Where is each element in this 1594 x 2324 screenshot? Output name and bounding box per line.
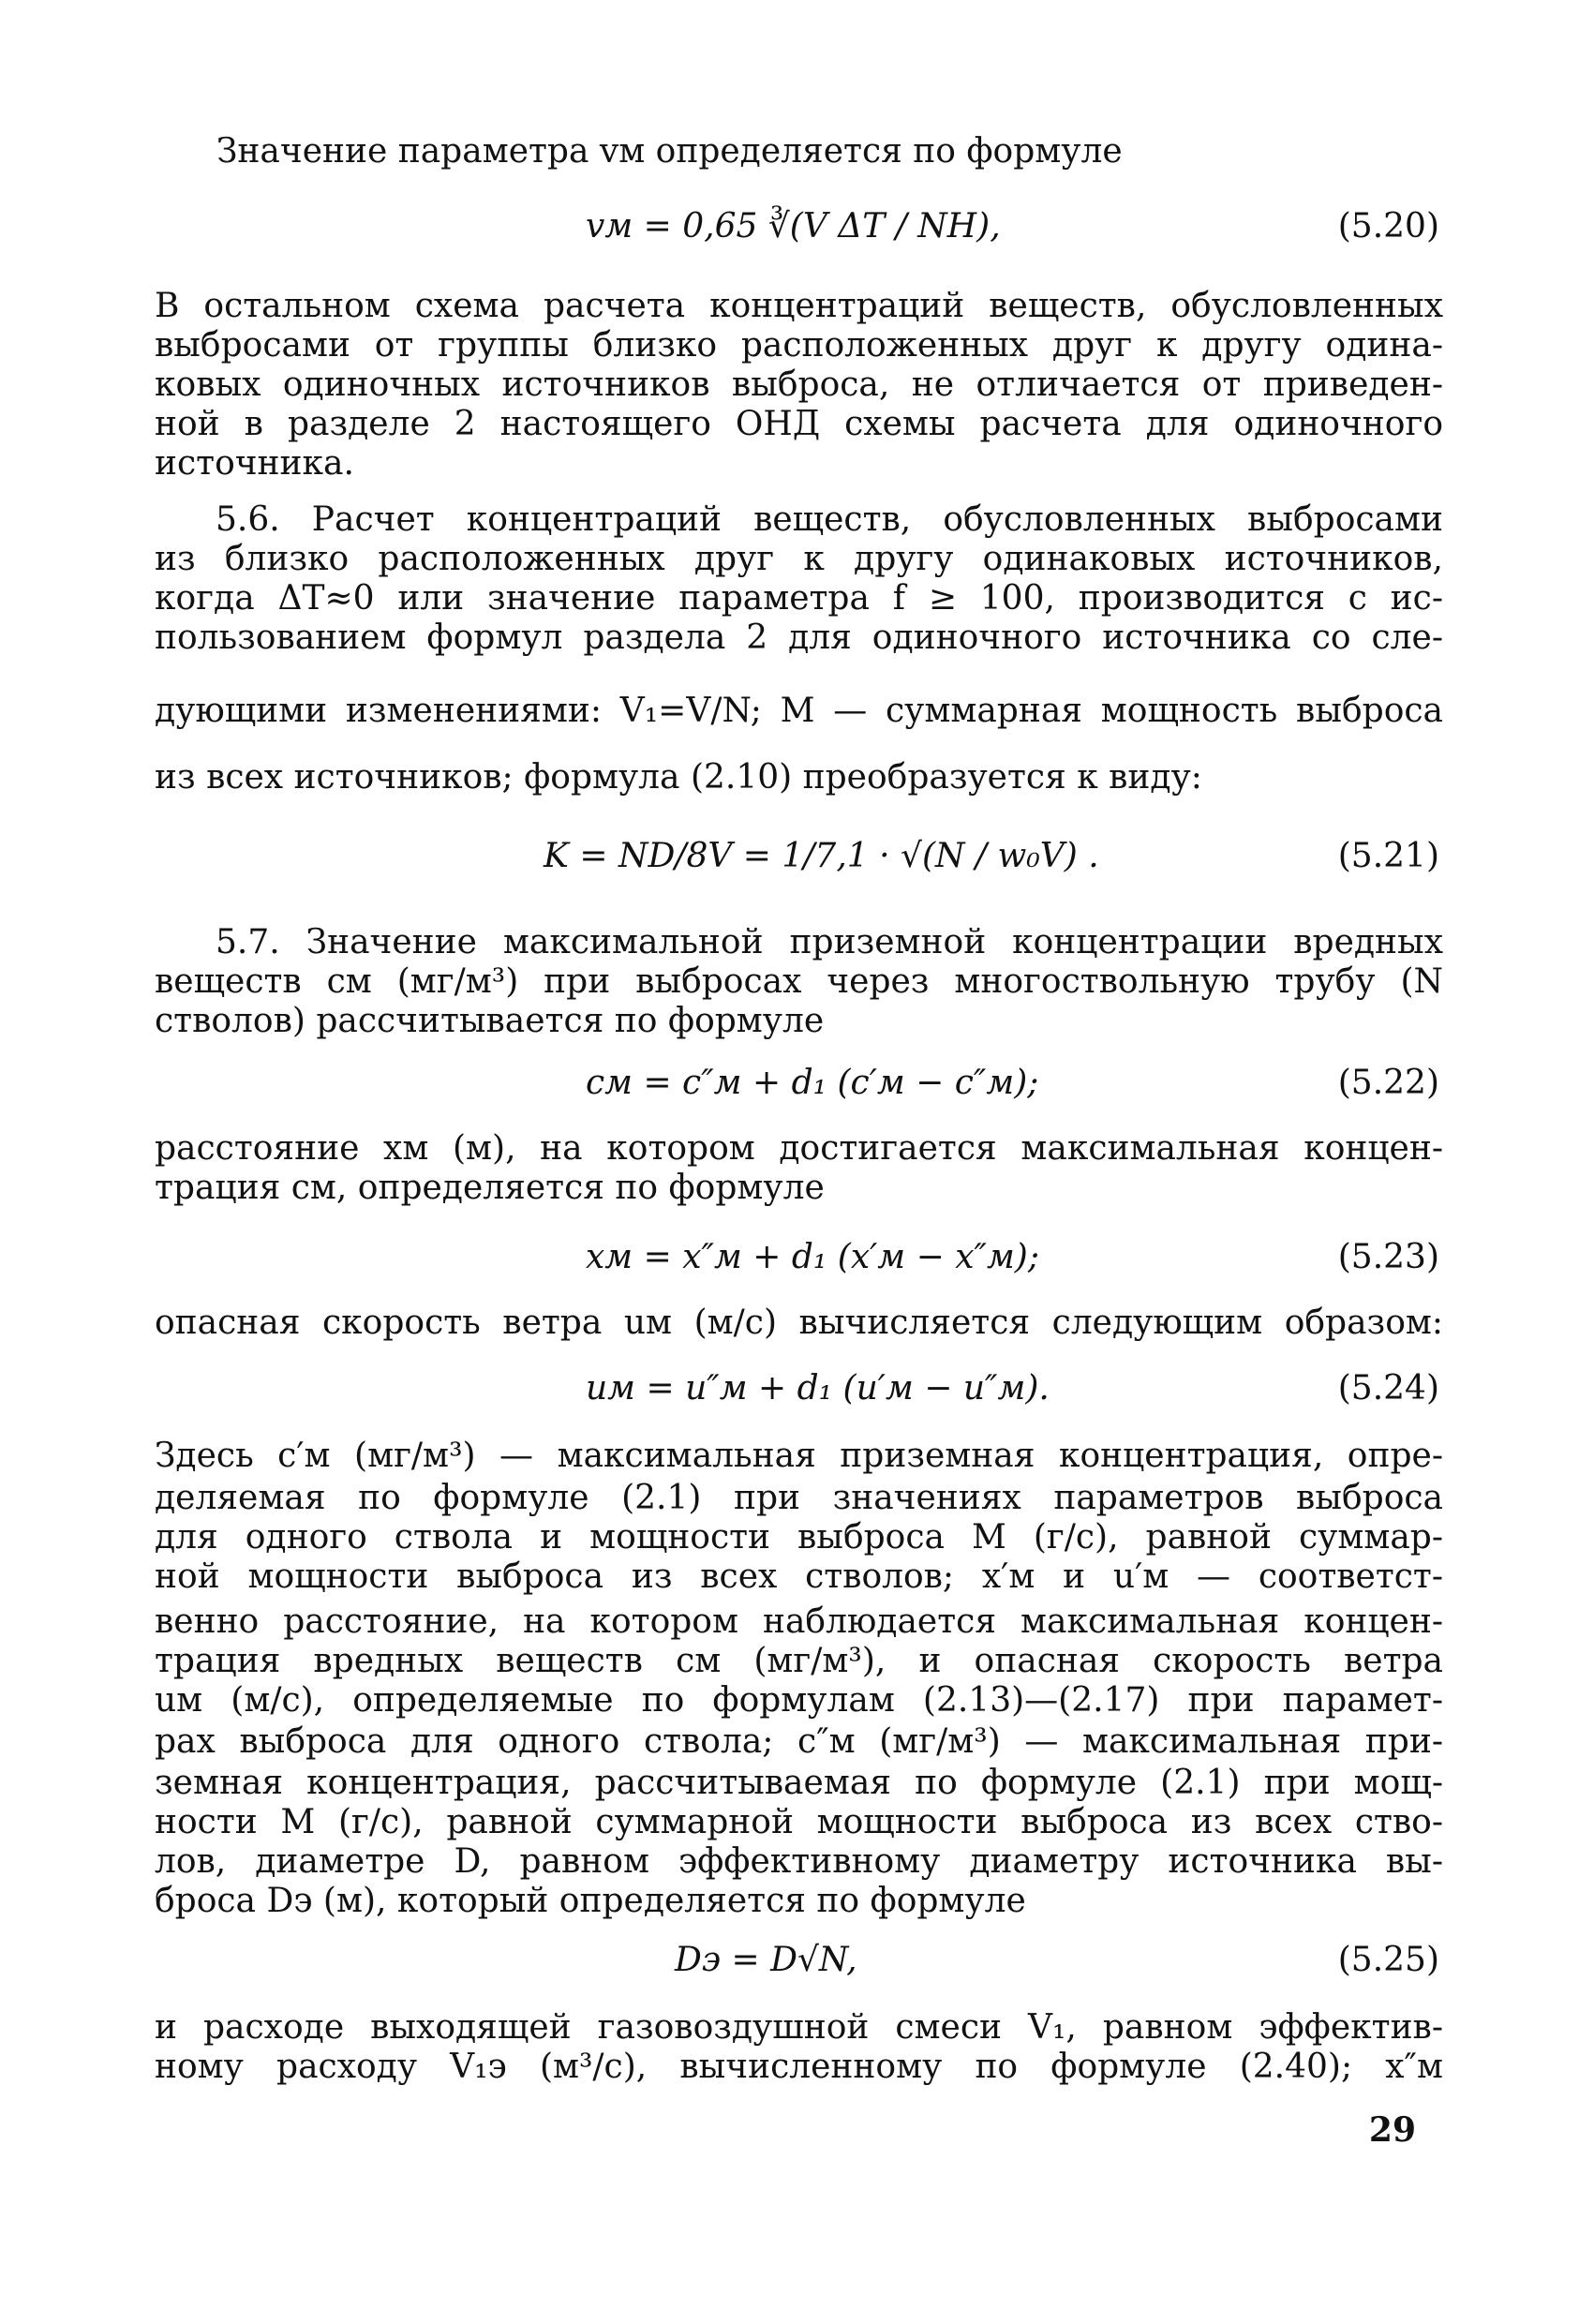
formula-5-23: xм = x″м + d₁ (x′м − x″м); <box>586 1238 1039 1276</box>
page-number: 29 <box>1368 2110 1416 2150</box>
text-line: пользованием формул раздела 2 для одиночного источника со сле- <box>155 618 1443 657</box>
text-line: лов, диаметре D, равном эффективному диаметру источника вы- <box>155 1842 1443 1881</box>
text-line: ности M (г/с), равной суммарной мощности выброса из всех ство- <box>155 1803 1443 1841</box>
text-line: рах выброса для одного ствола; c″м (мг/м³) — максимальная при- <box>155 1722 1443 1761</box>
text-line: выбросами от группы близко расположенных друг к другу одина- <box>155 326 1443 365</box>
text-line: стволов) рассчитывается по формуле <box>155 1002 825 1040</box>
formula-5-25: Dэ = D√N, <box>675 1941 857 1979</box>
text-line: трация вредных веществ cм (мг/м³), и опасная скорость ветра <box>155 1642 1443 1680</box>
text-line: источника. <box>155 444 354 483</box>
text-line: uм (м/с), определяемые по формулам (2.13)—(2.17) при парамет- <box>155 1681 1443 1720</box>
text-line: 5.6. Расчет концентраций веществ, обусловленных выбросами <box>216 500 1443 539</box>
text-line: Здесь c′м (мг/м³) — максимальная приземная концентрация, опре- <box>155 1437 1443 1475</box>
text-line: из близко расположенных друг к другу одинаковых источников, <box>155 540 1443 578</box>
text-line: веществ cм (мг/м³) при выбросах через многоствольную трубу (N <box>155 962 1443 1001</box>
text-line: В остальном схема расчета концентраций веществ, обусловленных <box>155 287 1443 325</box>
text-line: деляемая по формуле (2.1) при значениях параметров выброса <box>155 1479 1443 1517</box>
text-line: ной мощности выброса из всех стволов; x′м и u′м — соответст- <box>155 1557 1443 1596</box>
text-line: венно расстояние, на котором наблюдается максимальная концен- <box>155 1602 1443 1641</box>
text-line: из всех источников; формула (2.10) преобразуется к виду: <box>155 758 1202 797</box>
formula-5-21: K = ND/8V = 1/7,1 · √(N / w₀V) . <box>544 837 1099 875</box>
text-line: дующими изменениями: V₁=V/N; M — суммарная мощность выброса <box>155 692 1443 730</box>
text-line: расстояние xм (м), на котором достигается максимальная концен- <box>155 1129 1443 1168</box>
equation-number: (5.22) <box>1337 1064 1439 1102</box>
text-line: для одного ствола и мощности выброса M (г/с), равной суммар- <box>155 1518 1443 1557</box>
text-line: опасная скорость ветра uм (м/с) вычисляется следующим образом: <box>155 1304 1443 1342</box>
formula-5-22: cм = c″м + d₁ (c′м − c″м); <box>586 1064 1039 1102</box>
equation-number: (5.25) <box>1337 1941 1439 1979</box>
text-line: трация cм, определяется по формуле <box>155 1169 825 1207</box>
text-line: земная концентрация, рассчитываемая по формуле (2.1) при мощ- <box>155 1764 1443 1802</box>
equation-number: (5.21) <box>1337 837 1439 875</box>
text-line: ному расходу V₁э (м³/с), вычисленному по формуле (2.40); x″м <box>155 2048 1443 2086</box>
text-line: ковых одиночных источников выброса, не отличается от приведен- <box>155 365 1443 404</box>
equation-number: (5.23) <box>1337 1238 1439 1276</box>
text-line: когда ΔT≈0 или значение параметра f ≥ 100, производится с ис- <box>155 579 1443 618</box>
text-line: 5.7. Значение максимальной приземной концентрации вредных <box>216 923 1443 961</box>
text-line: ной в разделе 2 настоящего ОНД схемы расчета для одиночного <box>155 405 1443 443</box>
formula-5-20: vм = 0,65 ∛(V ΔT / NH), <box>586 207 1001 246</box>
equation-number: (5.24) <box>1337 1369 1439 1408</box>
text-line: и расходе выходящей газовоздушной смеси V₁, равном эффектив- <box>155 2008 1443 2047</box>
text-line: Значение параметра vм определяется по формуле <box>216 132 1123 171</box>
text-line: броса Dэ (м), который определяется по формуле <box>155 1882 1026 1920</box>
equation-number: (5.20) <box>1337 207 1439 246</box>
formula-5-24: uм = u″м + d₁ (u′м − u″м). <box>586 1369 1050 1408</box>
